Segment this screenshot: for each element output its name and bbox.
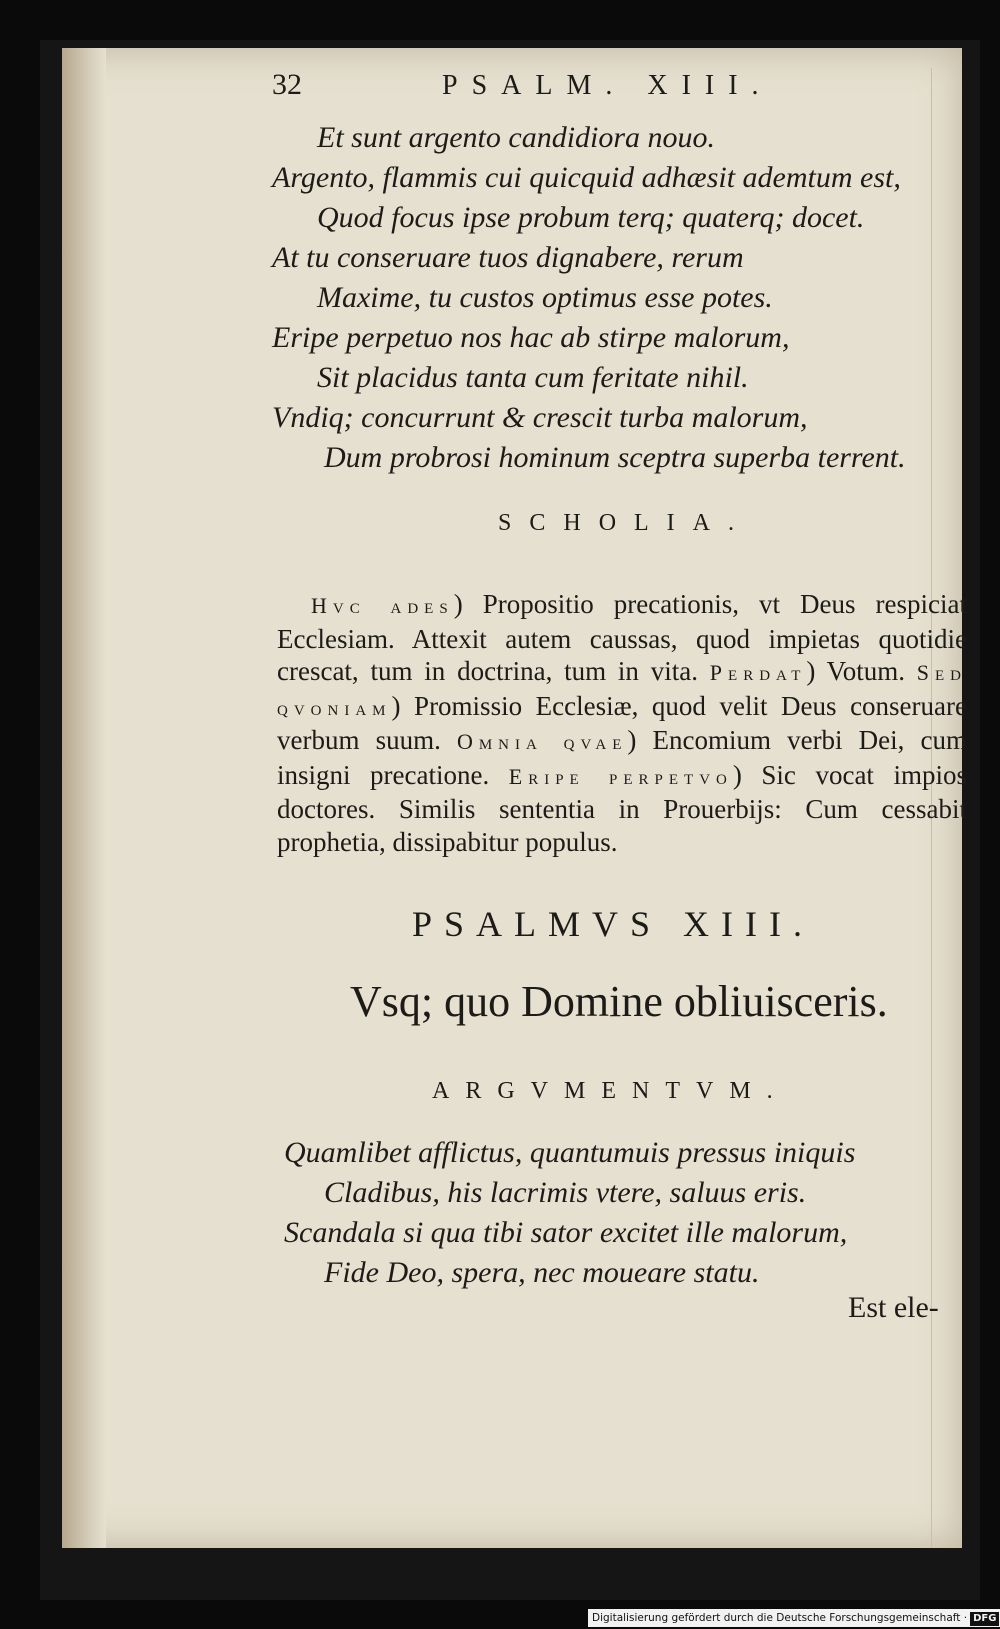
poem-line: Et sunt argento candidiora nouo.: [317, 121, 716, 154]
scholia-heading: SCHOLIA.: [498, 510, 753, 536]
scholia-comment: ) Votum.: [806, 656, 917, 686]
psalm-incipit: Vsq; quo Domine obliuisceris.: [350, 977, 888, 1026]
scholia-comment: ) Propositio precationis, vt Deus respiciat Ecclesiam. Attexit autem caussas, quod impietas quotidie crescat, tum in doctrina, tum in vita.: [277, 589, 967, 686]
poem-line: Argento, flammis cui quicquid adhæsit ademtum est,: [272, 161, 901, 194]
argument-line: Fide Deo, spera, nec moueare statu.: [324, 1256, 760, 1289]
poem-line: Sit placidus tanta cum feritate nihil.: [317, 361, 749, 394]
scholia-comment: ) Promissio Ecclesiæ, quod velit Deus conseruare verbum suum.: [277, 690, 967, 755]
scholia-lemma: Eripe perpetvo: [508, 763, 733, 789]
argument-line: Cladibus, his lacrimis vtere, saluus eris.: [324, 1176, 807, 1209]
poem-line: Dum probrosi hominum sceptra superba terrent.: [324, 441, 906, 474]
scholia-lemma: Hvc ades: [311, 593, 454, 618]
digitization-footer: [588, 1609, 1000, 1627]
argument-line: Scandala si qua tibi sator excitet ille malorum,: [284, 1216, 848, 1249]
argument-heading: ARGVMENTVM.: [432, 1078, 789, 1104]
psalm-title: PSALMVS XIII.: [412, 904, 815, 944]
poem-line: At tu conseruare tuos dignabere, rerum: [272, 241, 744, 274]
scholia-comment: ) Sic vocat impios doctores. Similis sententia in Prouerbijs: Cum cessabit prophetia, dissipabitur populus.: [277, 759, 967, 857]
scholia-lemma: Perdat: [709, 660, 807, 685]
argument-line: Quamlibet afflictus, quantumuis pressus iniquis: [284, 1136, 856, 1169]
poem-line: Vndiq; concurrunt & crescit turba malorum,: [272, 401, 808, 434]
poem-line: Quod focus ipse probum terq; quaterq; docet.: [317, 201, 865, 234]
scholia-lemma: Sed qvoniam: [277, 660, 967, 720]
footer-text: Digitalisierung gefördert durch die Deutsche Forschungsgemeinschaft ·: [592, 1612, 968, 1624]
catchword: Est ele-: [848, 1291, 939, 1324]
scholia-text: [277, 588, 967, 858]
book-page: [62, 48, 967, 1548]
page-number: 32: [272, 68, 302, 101]
poem-line: Maxime, tu custos optimus esse potes.: [317, 281, 773, 314]
running-header: PSALM. XIII.: [442, 70, 773, 101]
scholia-lemma: Omnia qvae: [456, 729, 628, 754]
poem-line: Eripe perpetuo nos hac ab stirpe malorum,: [272, 321, 790, 354]
dfg-logo: DFG: [970, 1612, 999, 1626]
scholia-comment: ) Encomium verbi Dei, cum insigni precatione.: [277, 725, 967, 790]
page-gutter: [62, 48, 106, 1548]
